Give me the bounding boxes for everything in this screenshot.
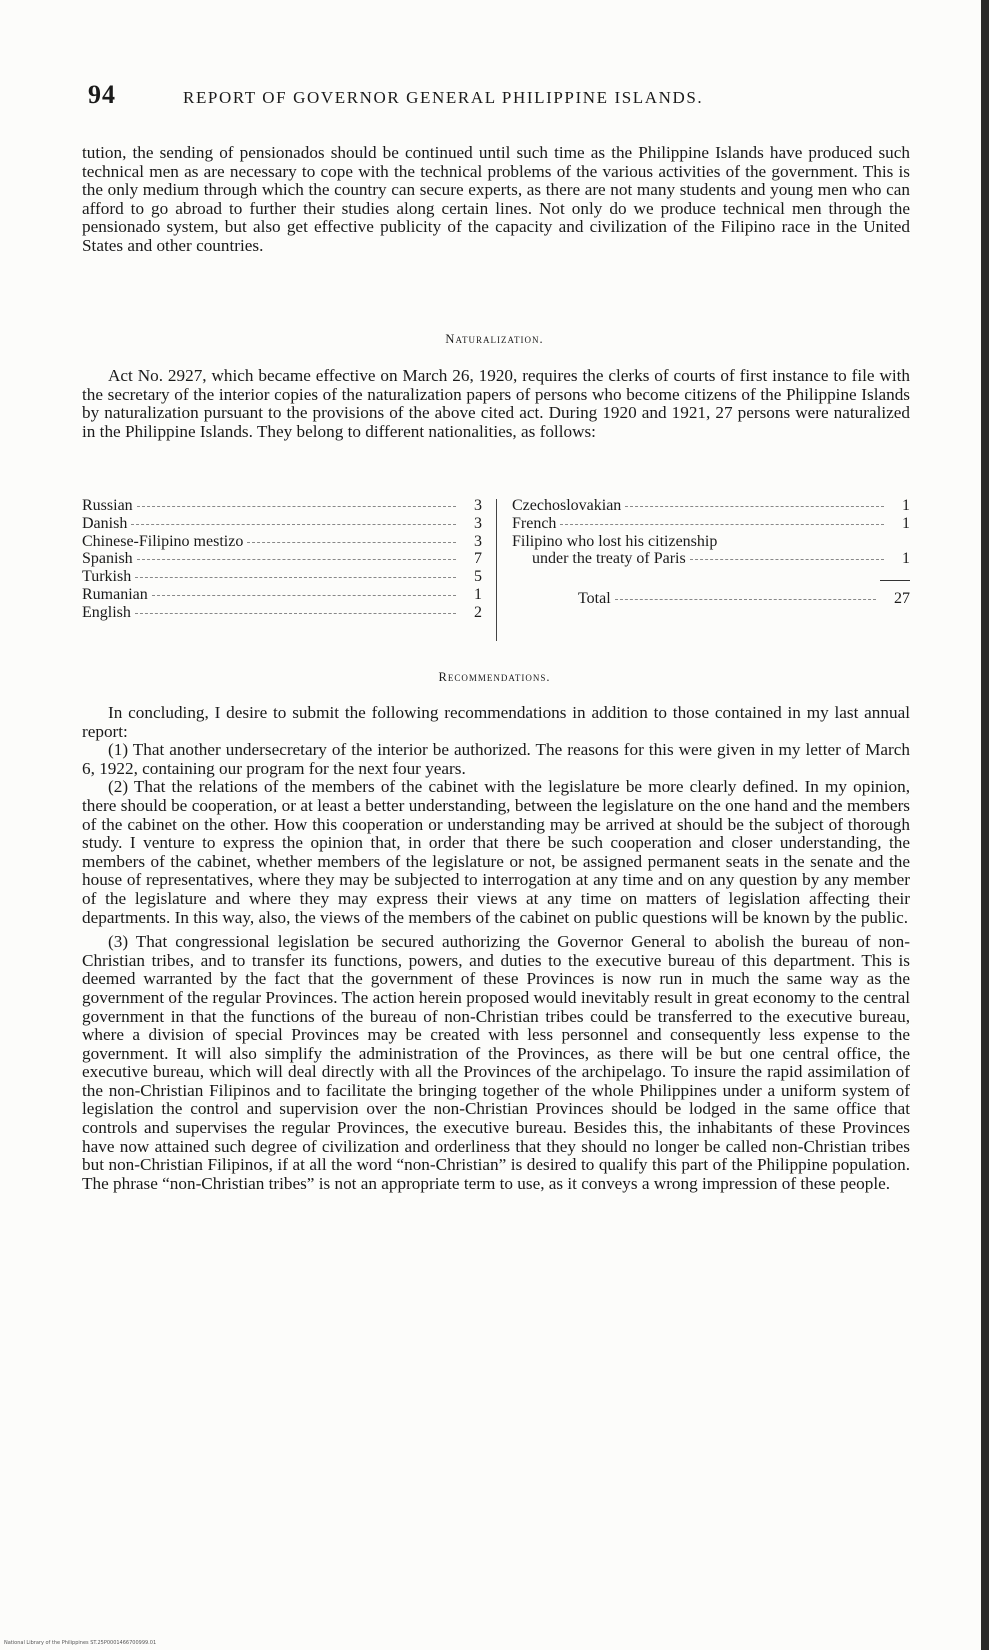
total-value: 27 xyxy=(894,590,910,608)
scan-edge xyxy=(981,0,989,1650)
recommendations-heading: Recommendations. xyxy=(438,670,551,684)
nationality-name: Turkish xyxy=(82,568,132,586)
leader-dots xyxy=(137,506,456,507)
table-row xyxy=(82,550,482,568)
naturalization-heading: Naturalization. xyxy=(445,332,544,346)
nationality-count: 2 xyxy=(474,603,482,621)
intro-paragraph: tution, the sending of pensionados should be continued until such time as the Philippine Islands have produced such technical men as are necessary to cope with the technical problems of the various activities of the government. This is the only medium through which the country can secure experts, as there are not many students and young men who can afford to go abroad to further their studies along certain lines. Not only do we produce technical men through the pensionado system, but also get effective publicity of the capacity and civilization of the Filipino race in the United States and other countries. xyxy=(82,143,910,255)
recommendation-2: (2) That the relations of the members of the cabinet with the legislature be more clearly defined. In my opinion, there should be cooperation, or at least a better understanding, between the legislature on the one hand and the members of the cabinet on the other. How this cooperation or understanding may be arrived at should be the subject of thorough study. I venture to express the opinion that, in order that there be such cooperation and closer understanding, the members of the cabinet, whether members of the legislature or not, be assigned permanent seats in the senate and the house of representatives, where they may be subjected to interrogation at any time and on any question by any member of the legislature and where they may express their views at any time on matters of legislation affecting their departments. In this way, also, the views of the members of the cabinet on public questions will be known by the public. xyxy=(82,777,910,927)
nationality-name: Danish xyxy=(82,514,128,532)
nationality-name: Chinese-Filipino mestizo xyxy=(82,532,244,550)
recommendations-intro: In concluding, I desire to submit the following recommendations in addition to those contained in my last annual report: xyxy=(82,703,910,741)
total-row xyxy=(512,590,910,608)
nationality-count: 1 xyxy=(902,497,910,514)
table-right-column xyxy=(512,497,910,608)
naturalization-table xyxy=(82,497,910,647)
nationality-name: English xyxy=(82,603,131,621)
naturalization-paragraph-block xyxy=(82,367,910,441)
leader-dots xyxy=(625,506,884,507)
leader-dots xyxy=(135,577,456,578)
naturalization-paragraph: Act No. 2927, which became effective on March 26, 1920, requires the clerks of courts of first instance to file with the secretary of the interior copies of the naturalization papers of persons who become citizens of the Philippine Islands by naturalization pursuant to the provisions of the above cited act. During 1920 and 1921, 27 persons were naturalized in the Philippine Islands. They belong to different nationalities, as follows: xyxy=(82,366,910,441)
table-row xyxy=(512,515,910,533)
nationality-name: French xyxy=(512,514,557,532)
leader-dots xyxy=(152,595,456,596)
nationality-name: Rumanian xyxy=(82,585,148,603)
recommendations-block xyxy=(82,704,910,1193)
nationality-count: 5 xyxy=(474,568,482,586)
total-label: Total xyxy=(578,590,611,608)
nationality-name: Spanish xyxy=(82,550,133,568)
leader-dots xyxy=(137,559,456,560)
nationality-name: Czechoslovakian xyxy=(512,497,622,514)
table-row xyxy=(82,515,482,533)
page-header xyxy=(88,80,908,110)
total-rule xyxy=(880,580,910,581)
table-row xyxy=(82,586,482,604)
recommendation-3: (3) That congressional legislation be secured authorizing the Governor General to abolish the bureau of non-Christian tribes, and to transfer its functions, powers, and duties to the executive bureau of this department. This is deemed warranted by the fact that the government of these Provinces is now run in much the same way as the government of the regular Provinces. The action herein proposed would inevitably result in great economy to the central government in that the functions of the bureau of non-Christian tribes could be transferred to the executive bureau, where a division of special Provinces may be created with less personnel and consequently less expense to the government. It will also simplify the administration of the Provinces, as there will be but one central office, the executive bureau, which will deal directly with all the Provinces of the archipelago. To insure the rapid assimilation of the non-Christian Filipinos and to facilitate the bringing together of the whole Philippines under a uniform system of legislation the control and supervision over the non-Christian Provinces should be lodged in the same office that controls and supervises the regular Provinces, the executive bureau. Besides this, the inhabitants of these Provinces have now attained such degree of civilization and orderliness that they should no longer be called non-Christian tribes but non-Christian Filipinos, if at all the word “non-Christian” is desired to qualify this part of the Philippine population. The phrase “non-Christian tribes” is not an appropriate term to use, as it conveys a wrong impression of these people. xyxy=(82,932,910,1193)
recommendation-1: (1) That another undersecretary of the interior be authorized. The reasons for this were given in my letter of March 6, 1922, containing our program for the next four years. xyxy=(82,740,910,778)
leader-dots xyxy=(615,599,876,600)
nationality-count: 1 xyxy=(902,550,910,568)
table-row xyxy=(512,550,910,568)
leader-dots xyxy=(247,542,456,543)
intro-paragraph-block xyxy=(82,144,910,256)
nationality-count: 3 xyxy=(474,532,482,550)
library-stamp: National Library of the Philippines ST.25P0001466700999.01 xyxy=(4,1640,157,1646)
nationality-name: Russian xyxy=(82,497,133,514)
table-row xyxy=(82,568,482,586)
table-row xyxy=(82,533,482,551)
page-number: 94 xyxy=(88,80,116,109)
table-row xyxy=(512,497,910,515)
leader-dots xyxy=(135,613,456,614)
leader-dots xyxy=(131,524,456,525)
nationality-count: 1 xyxy=(902,514,910,532)
nationality-count: 7 xyxy=(474,550,482,568)
nationality-name: under the treaty of Paris xyxy=(532,550,686,568)
leader-dots xyxy=(560,524,884,525)
table-row xyxy=(512,533,910,551)
table-left-column xyxy=(82,497,482,622)
nationality-count: 3 xyxy=(474,497,482,514)
nationality-count: 1 xyxy=(474,585,482,603)
running-head: REPORT OF GOVERNOR GENERAL PHILIPPINE ISLANDS. xyxy=(183,88,704,107)
nationality-name: Filipino who lost his citizenship xyxy=(512,532,718,550)
leader-dots xyxy=(690,559,884,560)
table-divider xyxy=(496,499,497,641)
nationality-count: 3 xyxy=(474,514,482,532)
table-row xyxy=(82,604,482,622)
table-row xyxy=(82,497,482,515)
